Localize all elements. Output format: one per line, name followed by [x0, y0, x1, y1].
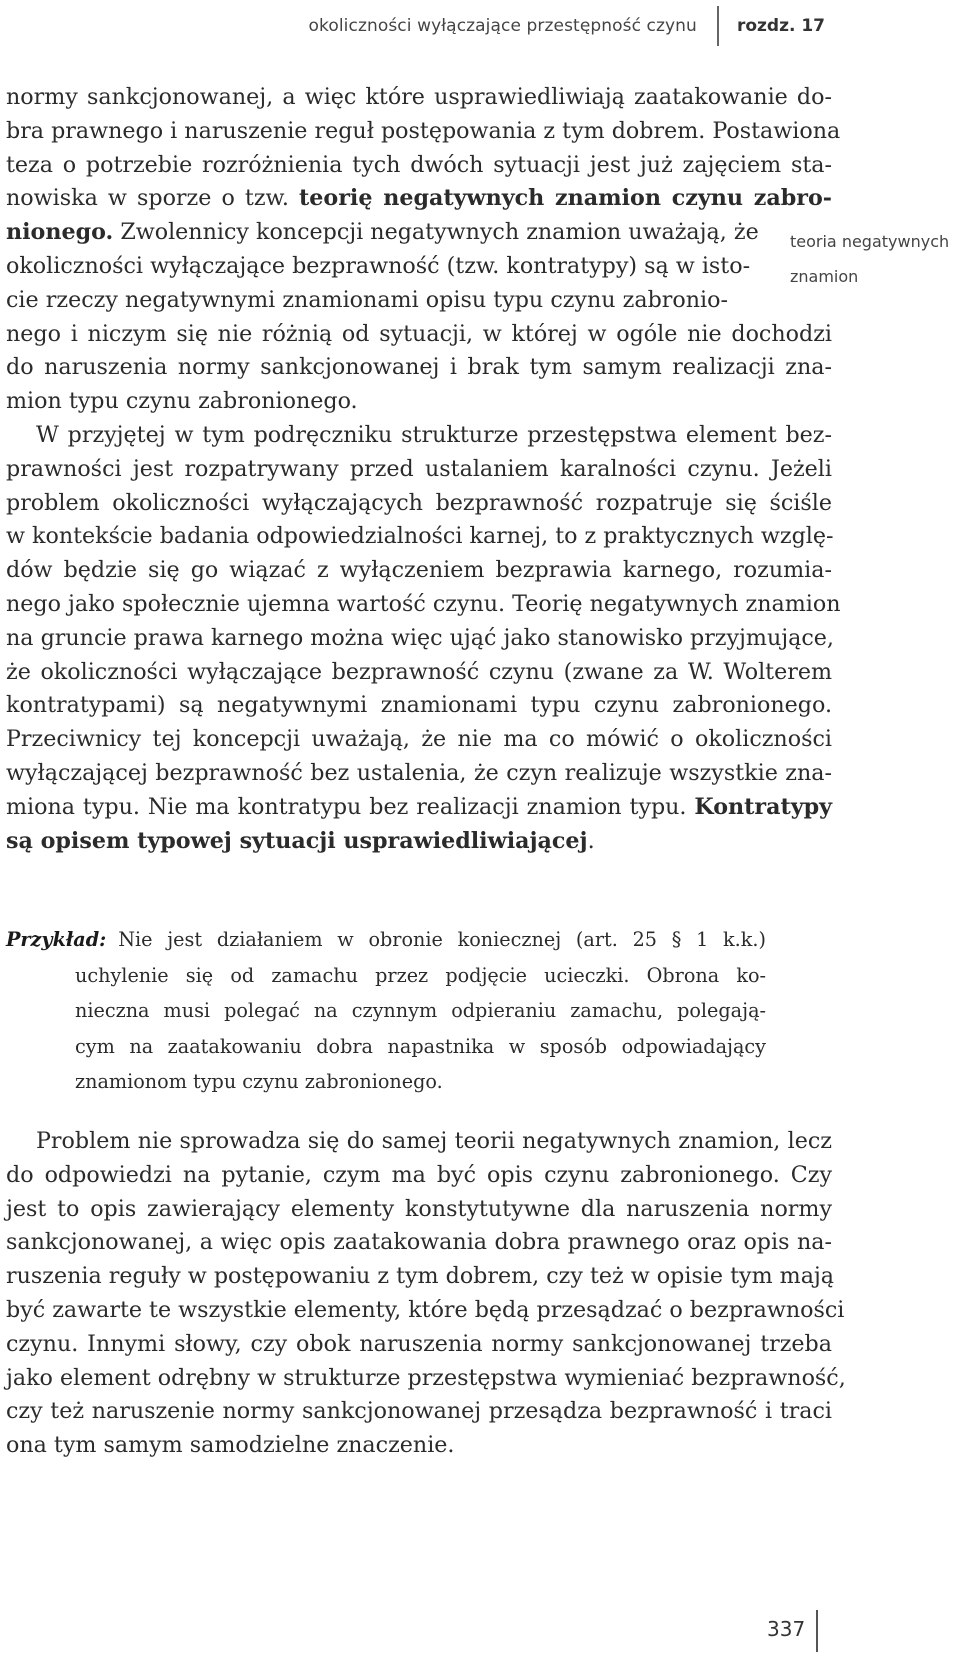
text-run: . — [587, 827, 595, 854]
example-line: znamionom typu czynu zabronionego. — [75, 1070, 443, 1093]
body-text — [6, 81, 841, 858]
text-run: miona typu. Nie ma kontratypu bez realizacji znamion typu. — [6, 793, 695, 820]
text-line — [6, 182, 832, 216]
margin-note-line: teoria negatywnych — [790, 232, 950, 251]
example-label: Przykład: — [6, 928, 107, 951]
text-line: teza o potrzebie rozróżnienia tych dwóch sytuacji jest już zajęciem sta- — [6, 151, 832, 178]
text-line: jest to opis zawierający elementy konstytutywne dla naruszenia normy — [6, 1195, 832, 1222]
text-line: nego jako społecznie ujemna wartość czynu. Teorię negatywnych znamion — [6, 590, 841, 617]
text-line: na gruncie prawa karnego można więc ująć jako stanowisko przyjmujące, — [6, 624, 834, 651]
example-line: nieczna musi polegać na czynnym odpieraniu zamachu, polegają- — [75, 999, 766, 1022]
text-line: dów będzie się go wiązać z wyłączeniem bezprawia karnego, rozumia- — [6, 557, 832, 584]
text-line: okoliczności wyłączające bezprawność (tzw. kontratypy) są w isto- — [6, 252, 751, 279]
text-line: jako element odrębny w strukturze przestępstwa wymieniać bezprawność, — [6, 1364, 846, 1391]
example-box — [6, 922, 766, 1100]
example-line — [6, 922, 766, 958]
margin-note — [790, 224, 960, 294]
running-head-title: okoliczności wyłączające przestępność czynu — [308, 16, 697, 36]
text-line: cie rzeczy negatywnymi znamionami opisu typu czynu zabronio- — [6, 286, 728, 313]
text-line — [6, 791, 832, 825]
bold-term: Kontratypy — [694, 793, 832, 820]
bold-term-end: są opisem typowej sytuacji usprawiedliwiającej — [6, 827, 588, 854]
text-line: sankcjonowanej, a więc opis zaatakowania dobra prawnego oraz opis na- — [6, 1229, 832, 1256]
text-line: w kontekście badania odpowiedzialności karnej, to z praktycznych wzglę- — [6, 523, 834, 550]
text-line: normy sankcjonowanej, a więc które usprawiedliwiają zaatakowanie do- — [6, 84, 832, 110]
bold-term-end: nionego. — [6, 219, 114, 246]
running-head-chapter: rozdz. 17 — [736, 16, 825, 36]
text-line — [6, 216, 759, 250]
text-line: kontratypami) są negatywnymi znamionami typu czynu zabronionego. — [6, 692, 832, 719]
running-head-divider — [717, 6, 719, 46]
text-line: Problem nie sprowadza się do samej teorii negatywnych znamion, lecz — [36, 1128, 832, 1154]
text-line: ona tym samym samodzielne znaczenie. — [6, 1432, 455, 1459]
text-line — [6, 825, 832, 859]
text-run: Zwolennicy koncepcji negatywnych znamion uważają, że — [113, 219, 759, 246]
body-text-continued — [6, 1125, 846, 1463]
text-line: być zawarte te wszystkie elementy, które będą przesądzać o bezprawności — [6, 1296, 845, 1323]
text-line: prawności jest rozpatrywany przed ustalaniem karalności czynu. Jeżeli — [6, 455, 832, 482]
bold-term: teorię negatywnych znamion czynu zabro- — [299, 185, 832, 212]
text-line: czynu. Innymi słowy, czy obok naruszenia normy sankcjonowanej trzeba — [6, 1330, 832, 1357]
text-line: że okoliczności wyłączające bezprawność czynu (zwane za W. Wolterem — [6, 658, 832, 685]
text-line: wyłączającej bezprawność bez ustalenia, że czyn realizuje wszystkie zna- — [6, 759, 832, 786]
text-line: W przyjętej w tym podręczniku strukturze przestępstwa element bez- — [36, 421, 832, 448]
running-head — [309, 10, 825, 42]
text-line: nego i niczym się nie różnią od sytuacji, w której w ogóle nie dochodzi — [6, 320, 832, 347]
text-line: do naruszenia normy sankcjonowanej i brak tym samym realizacji zna- — [6, 354, 832, 381]
page-number-rule — [816, 1610, 818, 1652]
text-line: do odpowiedzi na pytanie, czym ma być opis czynu zabronionego. Czy — [6, 1161, 832, 1188]
text-line: bra prawnego i naruszenie reguł postępowania z tym dobrem. Postawiona — [6, 117, 841, 144]
text-line: mion typu czynu zabronionego. — [6, 388, 358, 415]
margin-note-line: znamion — [790, 267, 859, 286]
example-line: uchylenie się od zamachu przez podjęcie ucieczki. Obrona ko- — [75, 963, 766, 987]
example-line: cym na zaatakowaniu dobra napastnika w sposób odpowiadający — [75, 1034, 766, 1058]
text-line: ruszenia reguły w postępowaniu z tym dobrem, czy też w opisie tym mają — [6, 1263, 835, 1290]
text-line: czy też naruszenie normy sankcjonowanej przesądza bezprawność i traci — [6, 1398, 832, 1425]
text-run: nowiska w sporze o tzw. — [6, 185, 300, 212]
text-line: problem okoliczności wyłączających bezprawność rozpatruje się ściśle — [6, 489, 832, 516]
example-text: Nie jest działaniem w obronie koniecznej (art. 25 § 1 k.k.) — [118, 928, 766, 951]
text-line: Przeciwnicy tej koncepcji uważają, że nie ma co mówić o okoliczności — [6, 726, 832, 753]
page-number: 337 — [767, 1617, 806, 1641]
